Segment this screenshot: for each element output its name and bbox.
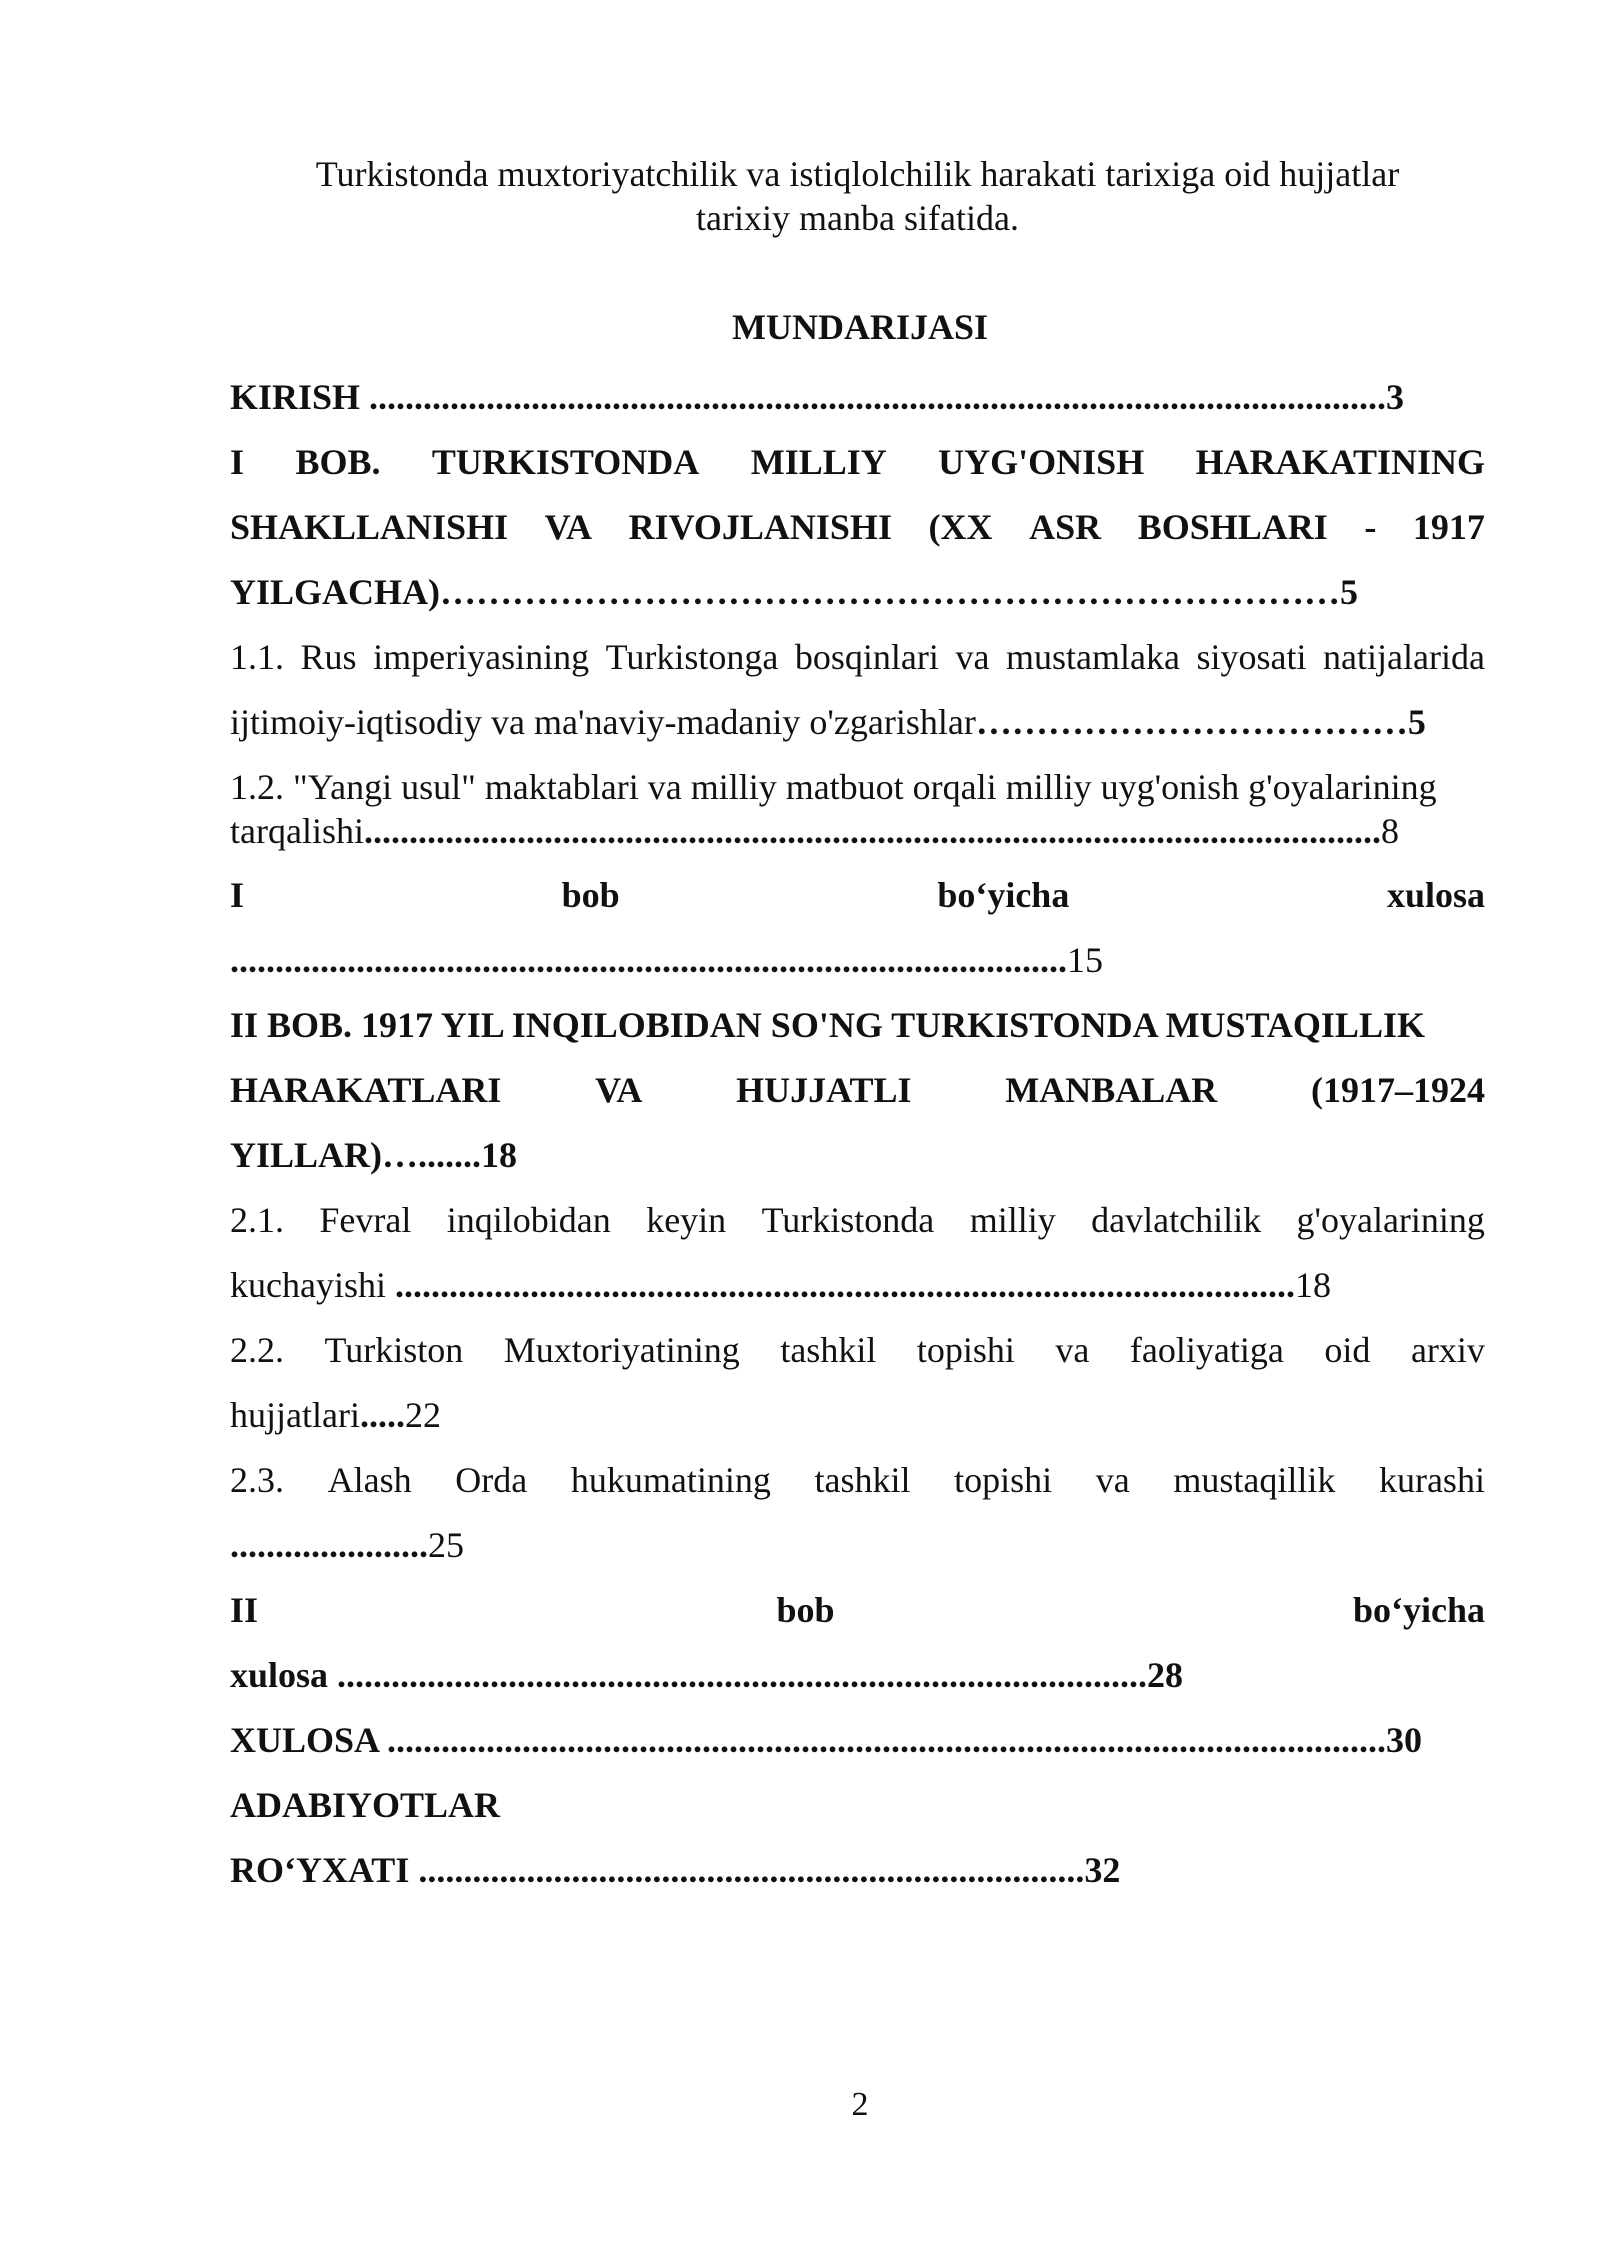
toc-leader: .................................................................................................... xyxy=(394,1265,1295,1305)
toc-word: siyosati xyxy=(1196,637,1307,677)
toc-word: hukumatining xyxy=(570,1460,771,1500)
toc-page-number: 15 xyxy=(1067,940,1103,980)
toc-word: inqilobidan xyxy=(446,1200,611,1240)
contents-heading: MUNDARIJASI xyxy=(731,307,988,347)
toc-leader: ………………………………………………………………… xyxy=(440,572,1341,612)
toc-word: II xyxy=(230,1590,259,1630)
toc-word: Muxtoriyatining xyxy=(503,1330,740,1370)
toc-page-number: 18 xyxy=(481,1135,518,1175)
toc-entry-title: tarqalishi xyxy=(230,811,364,851)
toc-line-justified xyxy=(230,495,1485,560)
toc-word: UYG'ONISH xyxy=(938,442,1145,482)
toc-line-justified xyxy=(230,625,1485,690)
toc-line-justified xyxy=(230,1448,1485,1513)
toc-word: 2.3. xyxy=(230,1460,284,1500)
toc-entry-title: RO‘YXATI xyxy=(230,1850,419,1890)
toc-word: topishi xyxy=(916,1330,1015,1370)
toc-page-number: 32 xyxy=(1084,1850,1121,1890)
toc-word: TURKISTONDA xyxy=(431,442,700,482)
toc-word: davlatchilik xyxy=(1091,1200,1262,1240)
toc-line-justified xyxy=(230,1578,1485,1643)
toc-line-justified xyxy=(230,1318,1485,1383)
toc-word: va xyxy=(955,637,990,677)
toc-line-justified xyxy=(230,1058,1485,1123)
toc-word: VA xyxy=(595,1070,643,1110)
toc-word: bosqinlari xyxy=(794,637,939,677)
toc-entry-section-1-2[interactable] xyxy=(230,755,1485,863)
document-title-line-1: Turkistonda muxtoriyatchilik va istiqlolchilik harakati tarixiga oid hujjatlar xyxy=(315,154,1400,194)
toc-word: SHAKLLANISHI xyxy=(230,507,509,547)
toc-entry-section-2-1[interactable] xyxy=(230,1188,1485,1318)
toc-word: RIVOJLANISHI xyxy=(628,507,892,547)
toc-entry-title: XULOSA xyxy=(230,1720,388,1760)
toc-word: (XX xyxy=(928,507,993,547)
toc-word: bob xyxy=(561,875,620,915)
toc-word: mustamlaka xyxy=(1005,637,1180,677)
toc-entry-title: YILLAR) xyxy=(230,1135,383,1175)
toc-line-justified xyxy=(230,430,1485,495)
toc-word: bo‘yicha xyxy=(937,875,1070,915)
toc-leader: ................................................................................................................. xyxy=(369,377,1387,417)
toc-entry-chapter-1[interactable] xyxy=(230,430,1485,625)
toc-leader: ............................................................................................. xyxy=(230,940,1067,980)
toc-page-number: 3 xyxy=(1386,377,1405,417)
toc-word: Alash xyxy=(327,1460,412,1500)
toc-entry-xulosa[interactable] xyxy=(230,1708,1485,1773)
toc-word: arxiv xyxy=(1410,1330,1485,1370)
toc-word: HUJJATLI xyxy=(736,1070,912,1110)
document-title xyxy=(230,152,1485,240)
toc-word: g'oyalarining xyxy=(1296,1200,1485,1240)
toc-word: BOSHLARI xyxy=(1137,507,1328,547)
toc-page-number: 30 xyxy=(1386,1720,1423,1760)
toc-entry-chapter-2-summary[interactable] xyxy=(230,1578,1485,1708)
toc-word: natijalarida xyxy=(1323,637,1485,677)
toc-leader: ……………………………… xyxy=(975,702,1408,742)
toc-word: ASR xyxy=(1029,507,1102,547)
toc-line-justified xyxy=(230,863,1485,928)
toc-leader: ............................................................................................................... xyxy=(387,1720,1387,1760)
toc-line-justified xyxy=(230,1188,1485,1253)
toc-word: xulosa xyxy=(1386,875,1485,915)
toc-word: BOB. xyxy=(295,442,381,482)
toc-word: Turkiston xyxy=(324,1330,464,1370)
toc-entry-section-2-3[interactable] xyxy=(230,1448,1485,1578)
toc-entry-title: xulosa xyxy=(230,1655,338,1695)
toc-word: 1917 xyxy=(1412,507,1485,547)
toc-word: HARAKATLARI xyxy=(230,1070,502,1110)
toc-leader: ..... xyxy=(359,1395,405,1435)
toc-word: tashkil xyxy=(780,1330,877,1370)
toc-page-number: 5 xyxy=(1407,702,1426,742)
toc-entry-title: II BOB. 1917 YIL INQILOBIDAN SO'NG TURKISTONDA MUSTAQILLIK xyxy=(230,1005,1425,1045)
toc-word: - xyxy=(1364,507,1377,547)
toc-word: Rus xyxy=(300,637,357,677)
toc-word: mustaqillik xyxy=(1173,1460,1336,1500)
toc-page-number: 22 xyxy=(404,1395,441,1435)
toc-word: bob xyxy=(776,1590,835,1630)
toc-entry-title: YILGACHA) xyxy=(230,572,441,612)
toc-word: bo‘yicha xyxy=(1352,1590,1485,1630)
toc-word: va xyxy=(1095,1460,1130,1500)
toc-entry-section-2-2[interactable] xyxy=(230,1318,1485,1448)
toc-word: milliy xyxy=(969,1200,1056,1240)
toc-entry-section-1-1[interactable] xyxy=(230,625,1485,755)
toc-leader: .......................................................................... xyxy=(418,1850,1085,1890)
toc-page-number: 8 xyxy=(1380,811,1399,851)
toc-word: 2.2. xyxy=(230,1330,284,1370)
toc-page-number: 25 xyxy=(428,1525,464,1565)
toc-word: (1917–1924 xyxy=(1310,1070,1485,1110)
toc-word: kurashi xyxy=(1378,1460,1485,1500)
toc-word: va xyxy=(1055,1330,1090,1370)
toc-entry-title: hujjatlari xyxy=(230,1395,360,1435)
toc-word: topishi xyxy=(954,1460,1053,1500)
toc-word: oid xyxy=(1324,1330,1371,1370)
toc-entry-title: ijtimoiy-iqtisodiy va ma'naviy-madaniy o'zgarishlar xyxy=(230,702,976,742)
toc-leader: .......................................................................................... xyxy=(337,1655,1148,1695)
toc-word: faoliyatiga xyxy=(1129,1330,1284,1370)
toc-word: 1.1. xyxy=(230,637,284,677)
toc-leader: ................................................................................................................. xyxy=(363,811,1381,851)
toc-word: tashkil xyxy=(814,1460,911,1500)
toc-word: keyin xyxy=(646,1200,727,1240)
toc-word: Turkistonda xyxy=(761,1200,935,1240)
toc-word: Turkistonga xyxy=(605,637,779,677)
toc-word: MILLIY xyxy=(750,442,887,482)
page-number: 2 xyxy=(851,2086,869,2123)
toc-entry-title: KIRISH xyxy=(230,377,370,417)
toc-word: HARAKATINING xyxy=(1195,442,1485,482)
toc-entry-title: ADABIYOTLAR xyxy=(230,1785,501,1825)
toc-word: imperiyasining xyxy=(373,637,590,677)
toc-word: Orda xyxy=(455,1460,528,1500)
toc-entry-chapter-1-summary[interactable] xyxy=(230,863,1485,993)
toc-entry-chapter-2[interactable] xyxy=(230,993,1485,1188)
toc-word: I xyxy=(230,875,245,915)
document-title-line-2: tarixiy manba sifatida. xyxy=(696,198,1019,238)
toc-entry-title: 1.2. "Yangi usul" maktablari va milliy matbuot orqali milliy uyg'onish g'oyalarining xyxy=(230,767,1437,807)
toc-leader: ...................... xyxy=(230,1525,428,1565)
toc-leader: …....... xyxy=(382,1135,482,1175)
table-of-contents xyxy=(230,365,1485,1903)
toc-word: VA xyxy=(544,507,593,547)
toc-word: I xyxy=(230,442,245,482)
toc-word: Fevral xyxy=(319,1200,412,1240)
toc-word: 2.1. xyxy=(230,1200,284,1240)
toc-page-number: 5 xyxy=(1340,572,1359,612)
toc-page-number: 18 xyxy=(1294,1265,1331,1305)
toc-page-number: 28 xyxy=(1147,1655,1184,1695)
toc-entry-title: kuchayishi xyxy=(230,1265,395,1305)
toc-entry-adabiyotlar[interactable] xyxy=(230,1773,1485,1903)
toc-word: MANBALAR xyxy=(1005,1070,1218,1110)
toc-entry-kirish[interactable] xyxy=(230,365,1485,430)
